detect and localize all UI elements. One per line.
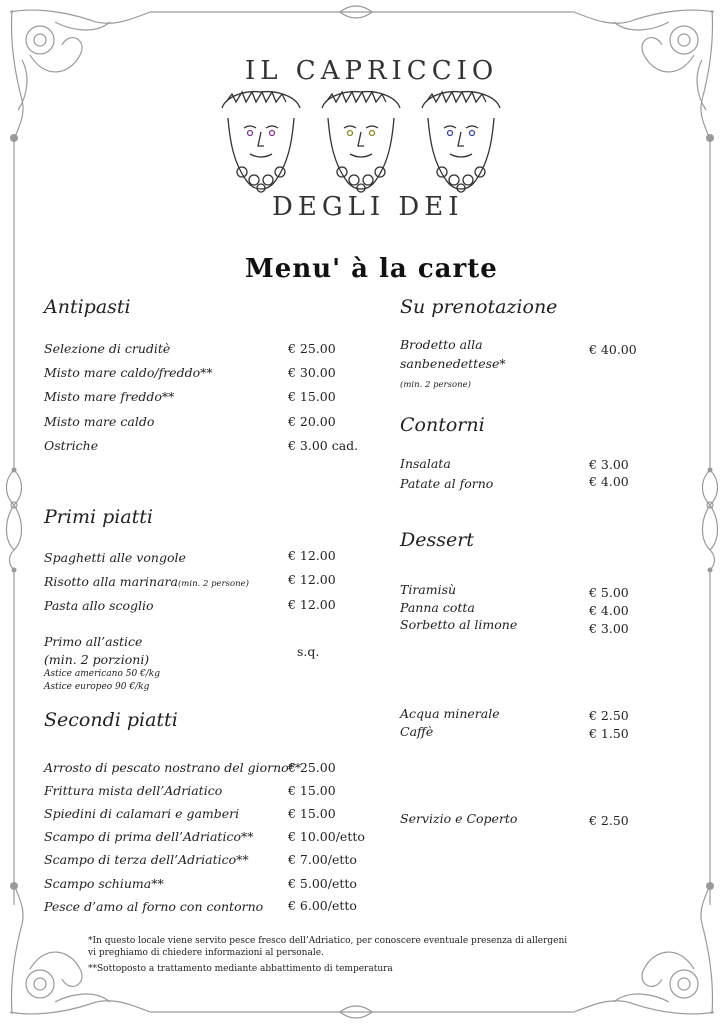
menu-item-price: € 25.00 [288, 760, 336, 775]
menu-item-note: (min. 2 persone) [177, 579, 249, 589]
menu-item-name: Pesce d’amo al forno con contorno [44, 899, 264, 914]
menu-item-name: Misto mare caldo/freddo** [44, 365, 213, 380]
menu-item-price: € 15.00 [288, 806, 336, 821]
allergen-note-line: *In questo locale viene servito pesce fresco dell’Adriatico, per conoscere eventuale presenza di allergeni [88, 936, 568, 946]
menu-item-name: Scampo di terza dell’Adriatico** [44, 852, 249, 867]
menu-item-name: Tiramisù [400, 582, 457, 597]
zeus-head-icon [422, 92, 500, 192]
menu-item-name: Spaghetti alle vongole [44, 550, 186, 565]
section-title-secondi: Secondi piatti [44, 709, 178, 731]
menu-item-price: € 15.00 [288, 783, 336, 798]
menu-item-price: € 30.00 [288, 365, 336, 380]
brand-name-top: IL CAPRICCIO [245, 56, 499, 86]
allergen-note [88, 935, 568, 959]
menu-item-name: Frittura mista dell’Adriatico [44, 783, 223, 798]
menu-item-price: € 12.00 [288, 597, 336, 612]
menu-item-name: Caffè [400, 724, 434, 739]
menu-item-price: € 3.00 [589, 457, 629, 472]
menu-item-price: € 5.00 [589, 585, 629, 600]
menu-item-name: Misto mare freddo** [44, 389, 175, 404]
menu-item-name: Pasta allo scoglio [44, 598, 154, 613]
menu-subitem: Astice americano 50 €/kg [44, 669, 161, 679]
menu-subitem: Astice europeo 90 €/kg [44, 682, 150, 692]
menu-item-name: Brodetto alla [400, 337, 483, 352]
menu-item-name: Primo all’astice [44, 634, 143, 649]
menu-item-price: € 6.00/etto [288, 898, 357, 913]
zeus-head-icon [222, 92, 300, 192]
menu-item-name: Scampo schiuma** [44, 876, 164, 891]
menu-item-price: € 7.00/etto [288, 852, 357, 867]
menu-item-price: € 10.00/etto [288, 829, 365, 844]
menu-item-price: € 40.00 [589, 342, 637, 357]
section-title-primi: Primi piatti [44, 506, 153, 528]
brand-name-bottom: DEGLI DEI [272, 192, 464, 222]
menu-title: Menu' à la carte [245, 254, 498, 284]
menu-item-name: Spiedini di calamari e gamberi [44, 806, 240, 821]
menu-item-name: Misto mare caldo [44, 414, 155, 429]
section-title-prenotazione: Su prenotazione [400, 296, 558, 318]
menu-item-price: € 4.00 [589, 474, 629, 489]
menu-item-name: Arrosto di pescato nostrano del giorno** [44, 760, 302, 775]
menu-item-price: € 15.00 [288, 389, 336, 404]
menu-item-price: € 3.00 [589, 621, 629, 636]
menu-item-name-cont: sanbenedettese* [400, 356, 506, 371]
menu-item-price: € 3.00 cad. [288, 438, 359, 453]
menu-item-price: € 12.00 [288, 548, 336, 563]
menu-item-note: (min. 2 porzioni) [44, 652, 150, 667]
freezing-note: **Sottoposto a trattamento mediante abbattimento di temperatura [88, 964, 393, 974]
menu-item-name: Panna cotta [400, 600, 475, 615]
menu-item-price: € 1.50 [589, 726, 629, 741]
menu-item-name: Scampo di prima dell’Adriatico** [44, 829, 254, 844]
menu-item-price: € 25.00 [288, 341, 336, 356]
menu-item-name: Insalata [400, 456, 451, 471]
menu-item-price: s.q. [297, 644, 320, 659]
section-title-contorni: Contorni [400, 414, 485, 436]
menu-item-price: € 20.00 [288, 414, 336, 429]
allergen-note-line: vi preghiamo di chiedere informazioni al personale. [88, 948, 324, 958]
zeus-heads-logo [216, 88, 506, 198]
menu-item-price: € 2.50 [589, 708, 629, 723]
menu-item-price: € 2.50 [589, 813, 629, 828]
menu-item-name: Sorbetto al limone [400, 617, 518, 632]
menu-item-label: Risotto alla marinara [44, 574, 178, 589]
menu-item-name: Ostriche [44, 438, 99, 453]
menu-item-note: (min. 2 persone) [400, 380, 471, 390]
menu-item-name: Acqua minerale [400, 706, 500, 721]
zeus-head-icon [322, 92, 400, 192]
menu-item-name: Servizio e Coperto [400, 811, 518, 826]
menu-item-price: € 12.00 [288, 572, 336, 587]
section-title-antipasti: Antipasti [44, 296, 131, 318]
menu-item-price: € 5.00/etto [288, 876, 357, 891]
menu-item-name: Patate al forno [400, 476, 494, 491]
menu-item-price: € 4.00 [589, 603, 629, 618]
menu-item-name [44, 574, 249, 589]
section-title-dessert: Dessert [400, 529, 474, 551]
menu-item-name: Selezione di cruditè [44, 341, 171, 356]
